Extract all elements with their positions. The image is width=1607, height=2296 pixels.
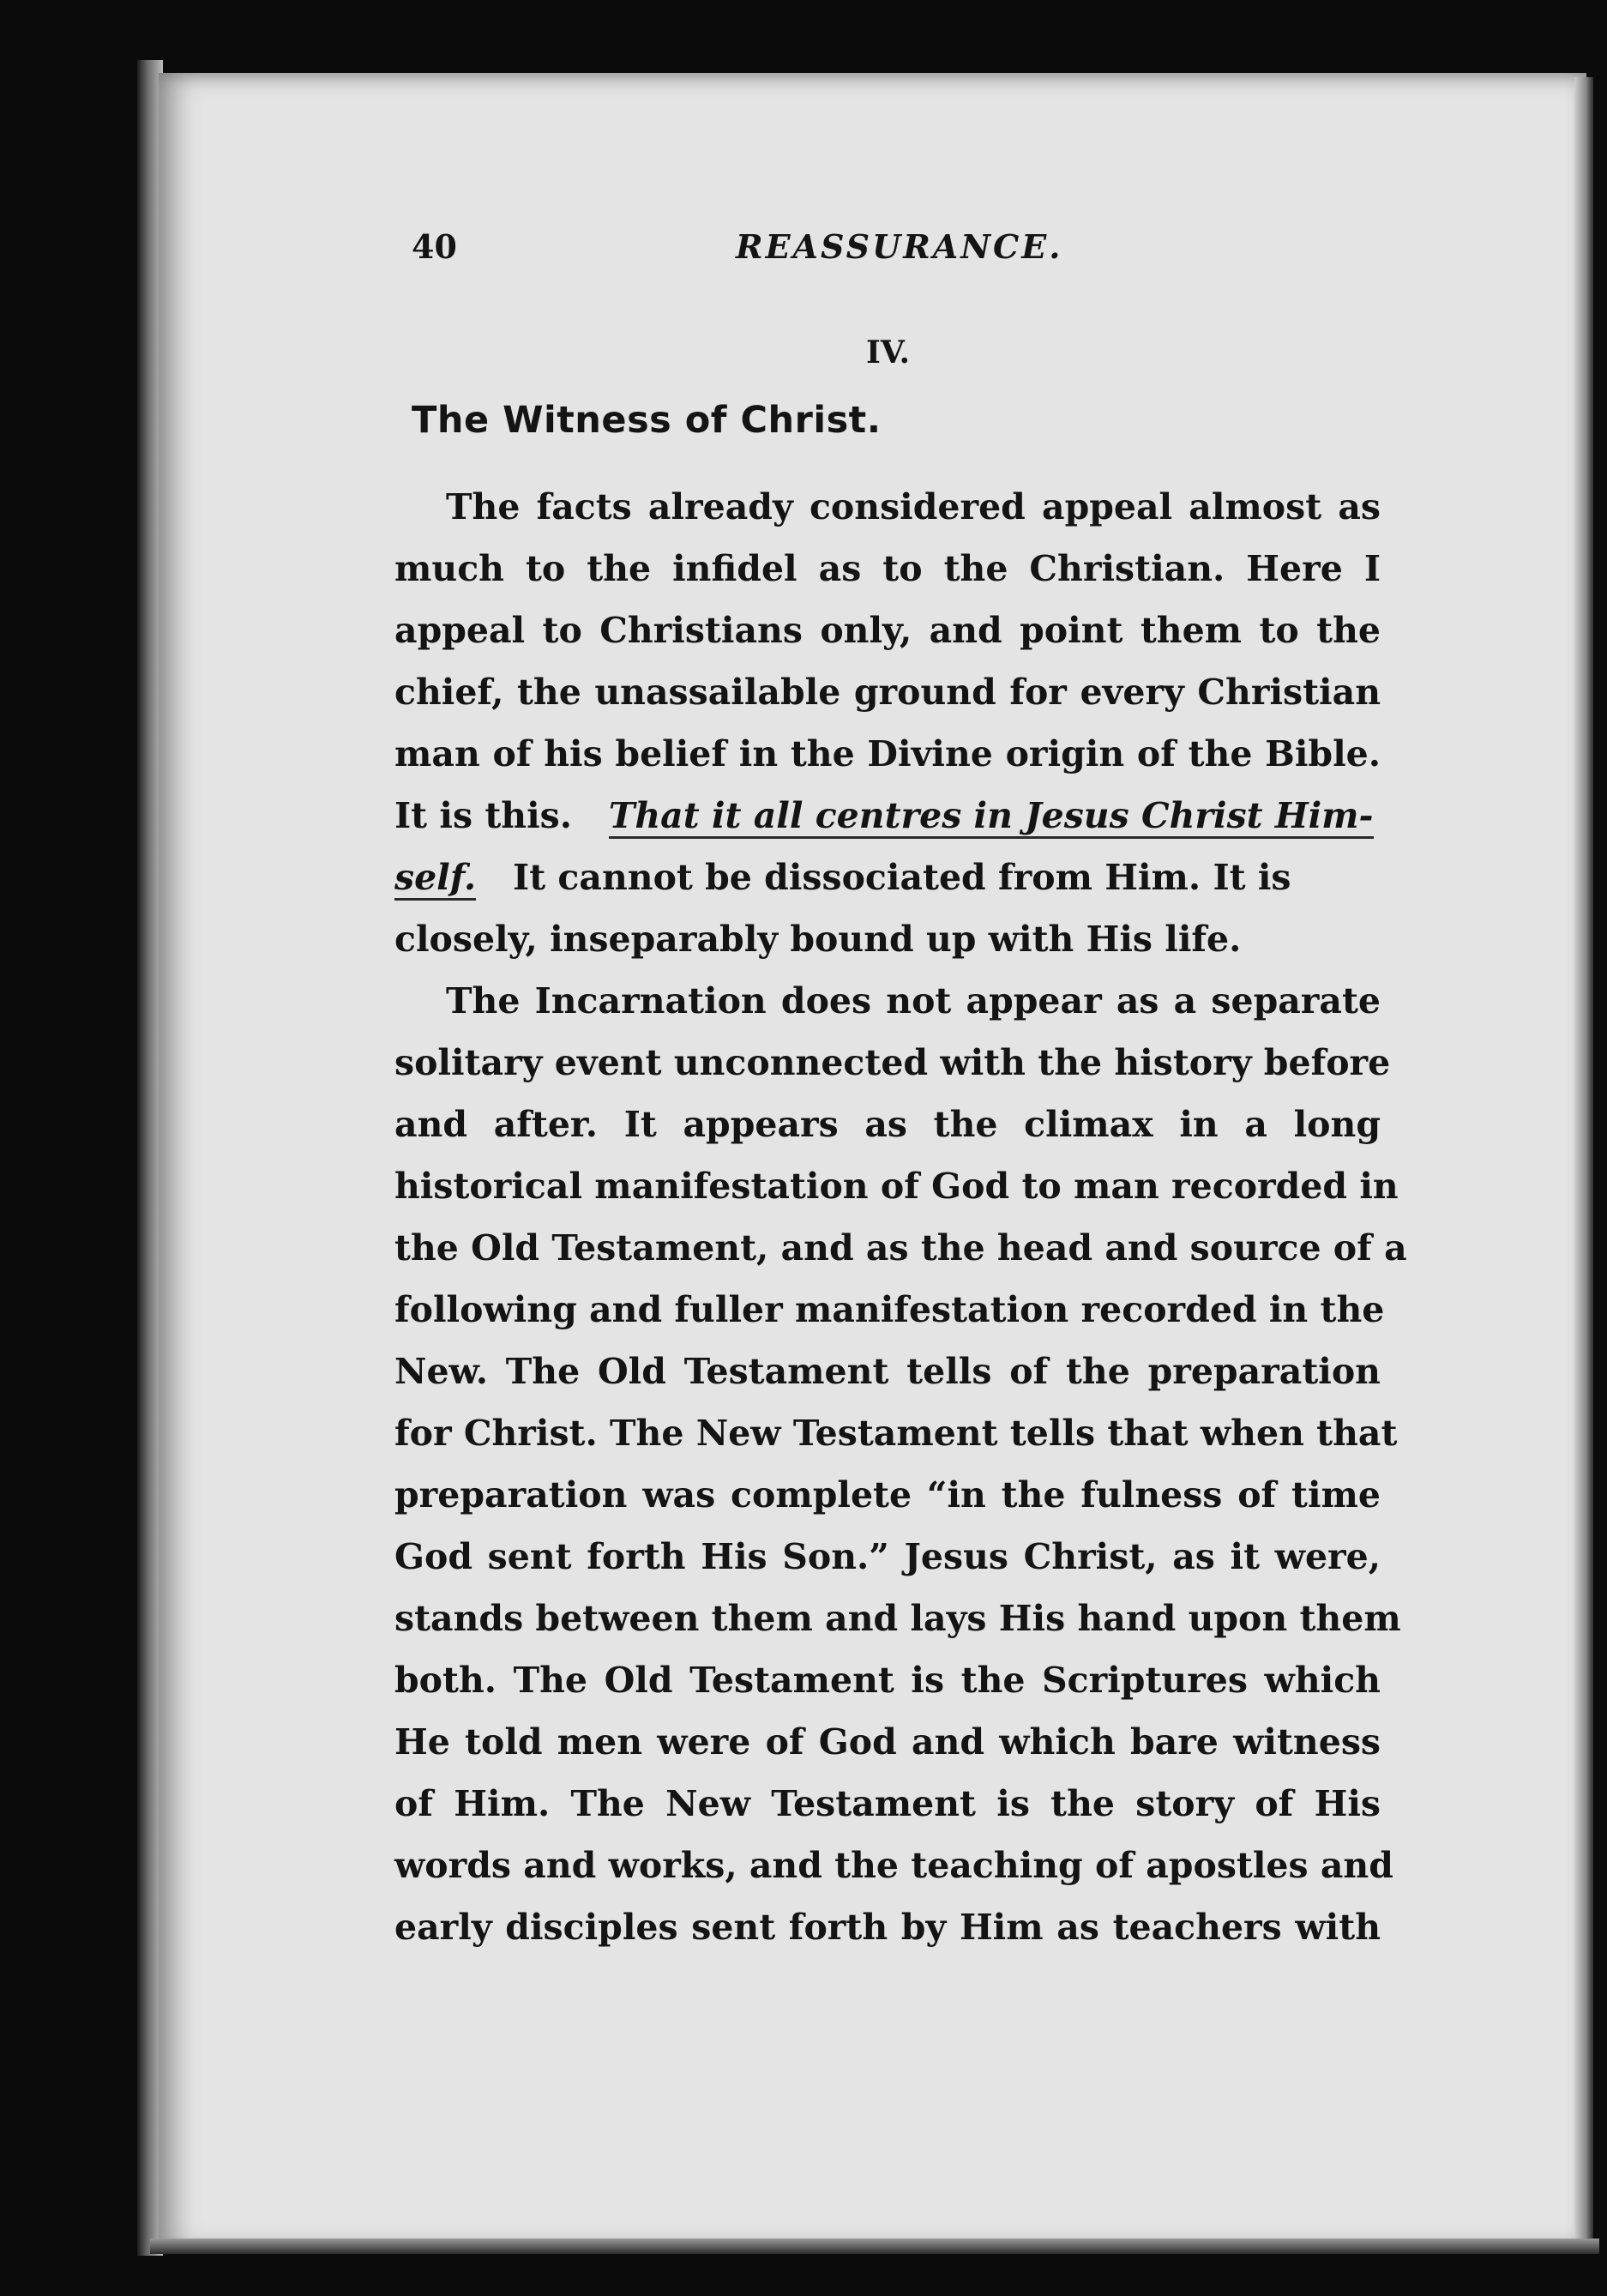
text-line: The Incarnation does not appear as a separate xyxy=(446,980,1381,1021)
text-line: historical manifestation of God to man recorded in xyxy=(394,1166,1399,1207)
text-run: It is this. xyxy=(394,795,573,836)
running-head xyxy=(394,219,1381,287)
text-line: man of his belief in the Divine origin of the Bible. xyxy=(394,733,1381,774)
text-line: The facts already considered appeal almost as xyxy=(446,486,1381,527)
text-line: and after. It appears as the climax in a long xyxy=(394,1104,1381,1145)
text-line: He told men were of God and which bare witness xyxy=(394,1721,1381,1763)
paragraph-1 xyxy=(394,476,1381,970)
underlined-italic-phrase: That it all centres in Jesus Christ Him- xyxy=(609,795,1374,839)
text-line: stands between them and lays His hand upon them xyxy=(394,1598,1401,1639)
text-line: appeal to Christians only, and point them to the xyxy=(394,610,1381,651)
page-bottom-edge xyxy=(150,2239,1599,2254)
text-line: early disciples sent forth by Him as teachers with xyxy=(394,1907,1381,1948)
page-content xyxy=(394,219,1407,1948)
running-title: REASSURANCE. xyxy=(736,227,1063,266)
body-text xyxy=(394,476,1407,1958)
text-run: It cannot be dissociated from Him. It is xyxy=(513,857,1291,898)
text-line: preparation was complete “in the fulness of time xyxy=(394,1474,1381,1516)
text-line: of Him. The New Testament is the story of His xyxy=(394,1783,1381,1824)
text-line: God sent forth His Son.” Jesus Christ, as it were, xyxy=(394,1536,1381,1577)
paragraph-2 xyxy=(394,970,1407,1958)
text-line-underlined xyxy=(394,847,1381,908)
section-number: IV. xyxy=(866,334,911,371)
text-line: much to the infidel as to the Christian. Here I xyxy=(394,548,1381,589)
underlined-italic-phrase: self. xyxy=(394,857,476,901)
page-number: 40 xyxy=(412,227,457,266)
text-line: solitary event unconnected with the history before xyxy=(394,1042,1391,1083)
text-line-underlined xyxy=(394,785,1381,847)
text-line: the Old Testament, and as the head and source of a xyxy=(394,1227,1407,1269)
text-line: for Christ. The New Testament tells that when that xyxy=(394,1413,1398,1454)
text-line: words and works, and the teaching of apostles and xyxy=(394,1845,1393,1886)
text-line: chief, the unassailable ground for every Christian xyxy=(394,672,1381,713)
text-line: closely, inseparably bound up with His life. xyxy=(394,919,1242,960)
text-line: both. The Old Testament is the Scriptures which xyxy=(394,1660,1381,1701)
text-line: following and fuller manifestation recorded in the xyxy=(394,1289,1385,1330)
section-title: The Witness of Christ. xyxy=(412,399,882,442)
page-fore-edge xyxy=(1574,77,1593,2247)
text-line: New. The Old Testament tells of the preparation xyxy=(394,1351,1381,1392)
